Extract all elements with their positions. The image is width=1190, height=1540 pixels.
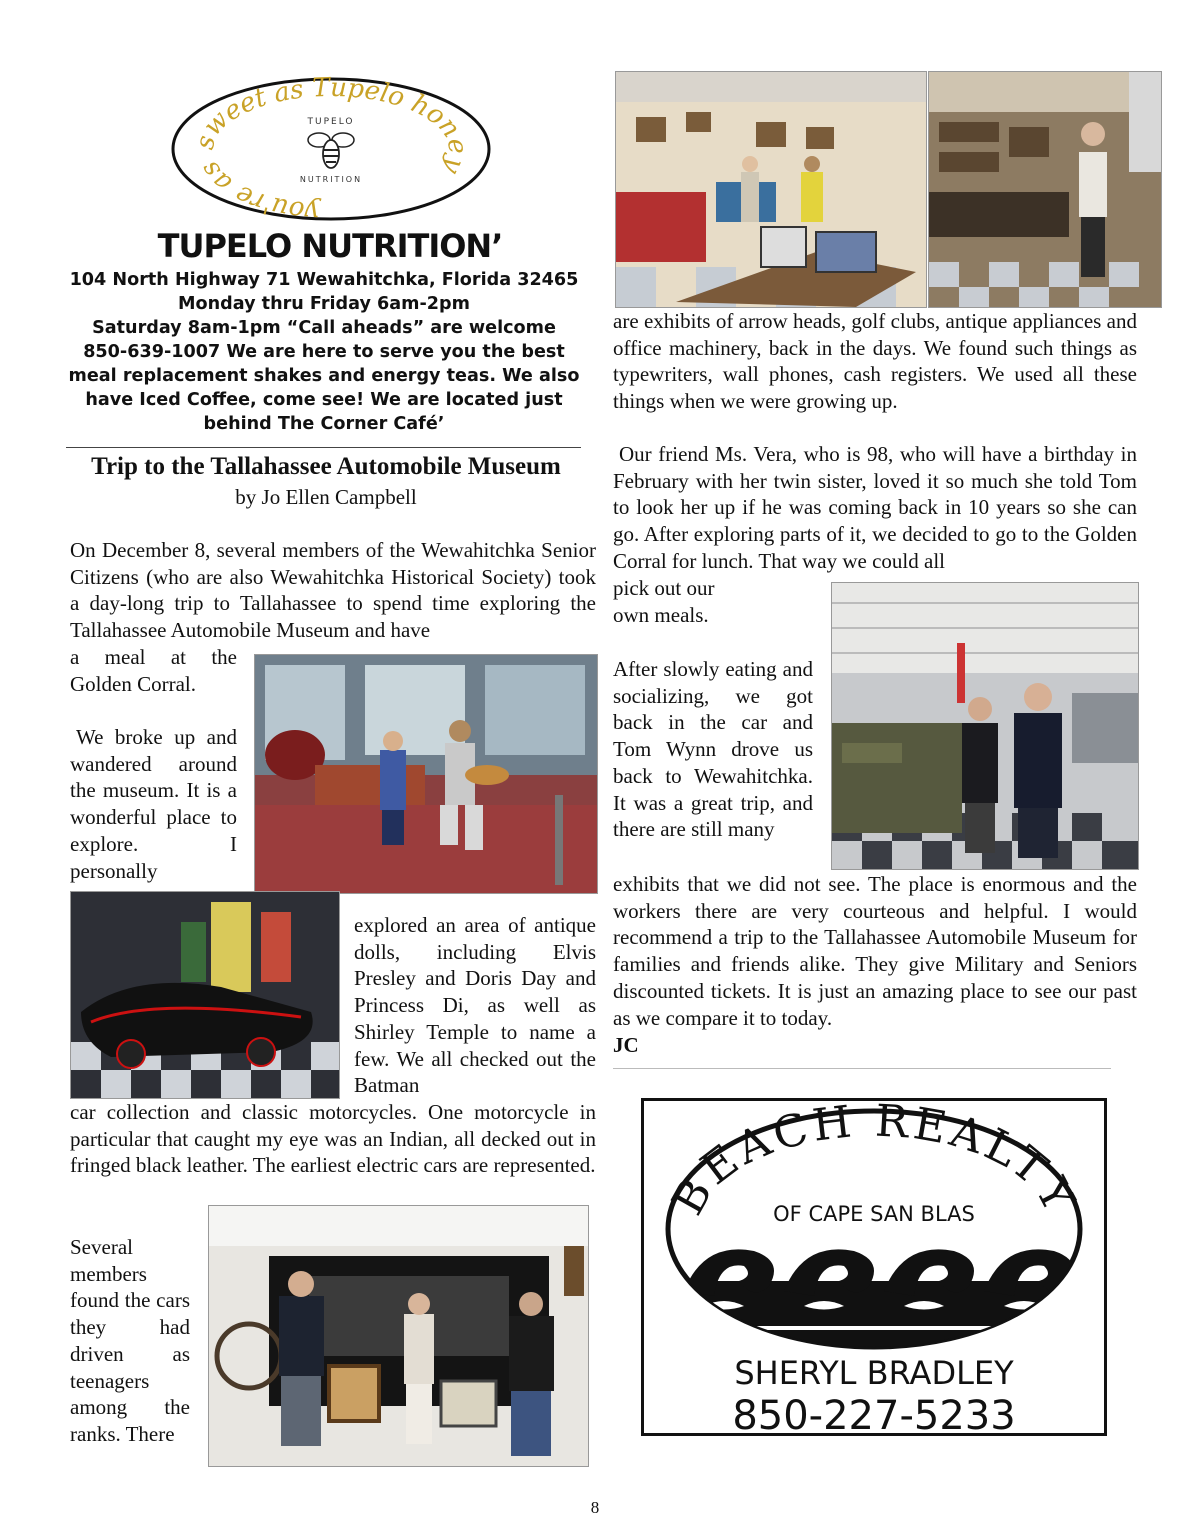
tupelo-info [62, 268, 586, 436]
paragraph-after: After slowly eating and socializing, we got back in the car and Tom Wynn drove us back to Wewahitchka. It was a great trip, and there are still many [613, 657, 813, 842]
tupelo-line-6: have Iced Coffee, come see! We are located just [85, 390, 563, 410]
tupelo-phone-line: 850-639-1007 We are here to serve you the best [83, 342, 565, 362]
logo-ring-text: you're as sweet as Tupelo honey [189, 76, 473, 222]
tupelo-hours-saturday: Saturday 8am-1pm “Call aheads” are welcome [92, 318, 556, 338]
page-number: 8 [590, 1498, 600, 1517]
paragraph-broke-up: We broke up and wandered around the museum. It is a wonderful place to explore. I personally [70, 725, 237, 883]
tupelo-heading: TUPELO NUTRITION’ [157, 227, 503, 265]
photo-hearse-group [208, 1205, 589, 1467]
tupelo-hours-weekday: Monday thru Friday 6am-2pm [178, 294, 470, 314]
paragraph-several: Several members found the cars they had driven as teenagers among the ranks. There [70, 1235, 190, 1446]
divider-left [66, 447, 581, 448]
beach-arc-text: BEACH REALTY [662, 1101, 1086, 1224]
paragraph-dolls: explored an area of antique dolls, including Elvis Presley and Doris Day and Princess Di, as well as Shirley Temple to name a few. We all checked out the Batman [354, 913, 596, 1098]
article-title: Trip to the Tallahassee Automobile Museum [91, 453, 561, 480]
beach-realty-logo [644, 1101, 1104, 1433]
article-signoff: JC [613, 1033, 639, 1057]
beach-agent-name: SHERYL BRADLEY [734, 1354, 1014, 1392]
paragraph-meal: a meal at the Golden Corral. [70, 645, 237, 696]
photo-guitar-statue [254, 654, 598, 894]
logo-bottom-text: NUTRITION [299, 175, 363, 184]
paragraph-pick-meals: pick out our own meals. [613, 576, 715, 627]
tupelo-address: 104 North Highway 71 Wewahitchka, Florida 32465 [69, 270, 579, 290]
paragraph-final: exhibits that we did not see. The place is enormous and the workers there are very courteous and helpful. I would recommend a trip to the Tallahassee Automobile Museum for families and friends alike. They give Military and Seniors discounted tickets. It is just an amazing place to see our past as we compare it to today. [613, 872, 1137, 1030]
beach-phone: 850-227-5233 [732, 1393, 1016, 1433]
paragraph-batman: car collection and classic motorcycles. One motorcycle in particular that caught my eye was an Indian, all decked out in fringed black leather. The earliest electric cars are represented. [70, 1100, 596, 1178]
beach-realty-ad [641, 1098, 1107, 1436]
tupelo-line-5: meal replacement shakes and energy teas. We also [68, 366, 580, 386]
tupelo-line-7: behind The Corner Café’ [203, 414, 445, 434]
tupelo-logo [170, 76, 492, 222]
photo-woman-typewriters [928, 71, 1162, 308]
paragraph-intro: On December 8, several members of the Wewahitchka Senior Citizens (who are also Wewahitchka Historical Society) took a day-long trip to Tallahassee to spend time exploring the Tallahassee Automobile Museum and have [70, 538, 596, 643]
photo-exhibit-room [615, 71, 927, 308]
photo-batmobile [70, 891, 340, 1099]
paragraph-exhibits: are exhibits of arrow heads, golf clubs, antique appliances and office machinery, back in the days. We found such things as typewriters, wall phones, cash registers. We used all these things when we were growing up. [613, 309, 1137, 414]
photo-jeep-men [831, 582, 1139, 870]
beach-subtitle: OF CAPE SAN BLAS [773, 1202, 975, 1226]
article-byline: by Jo Ellen Campbell [235, 485, 417, 509]
divider-right [613, 1068, 1111, 1069]
paragraph-vera: Our friend Ms. Vera, who is 98, who will have a birthday in February with her twin sister, loved it so much she told Tom to look her up if he was coming back in 10 years so she can go. After exploring parts of it, we decided to go to the Golden Corral for lunch. That way we could all [613, 442, 1137, 573]
logo-top-text: TUPELO [307, 117, 355, 127]
